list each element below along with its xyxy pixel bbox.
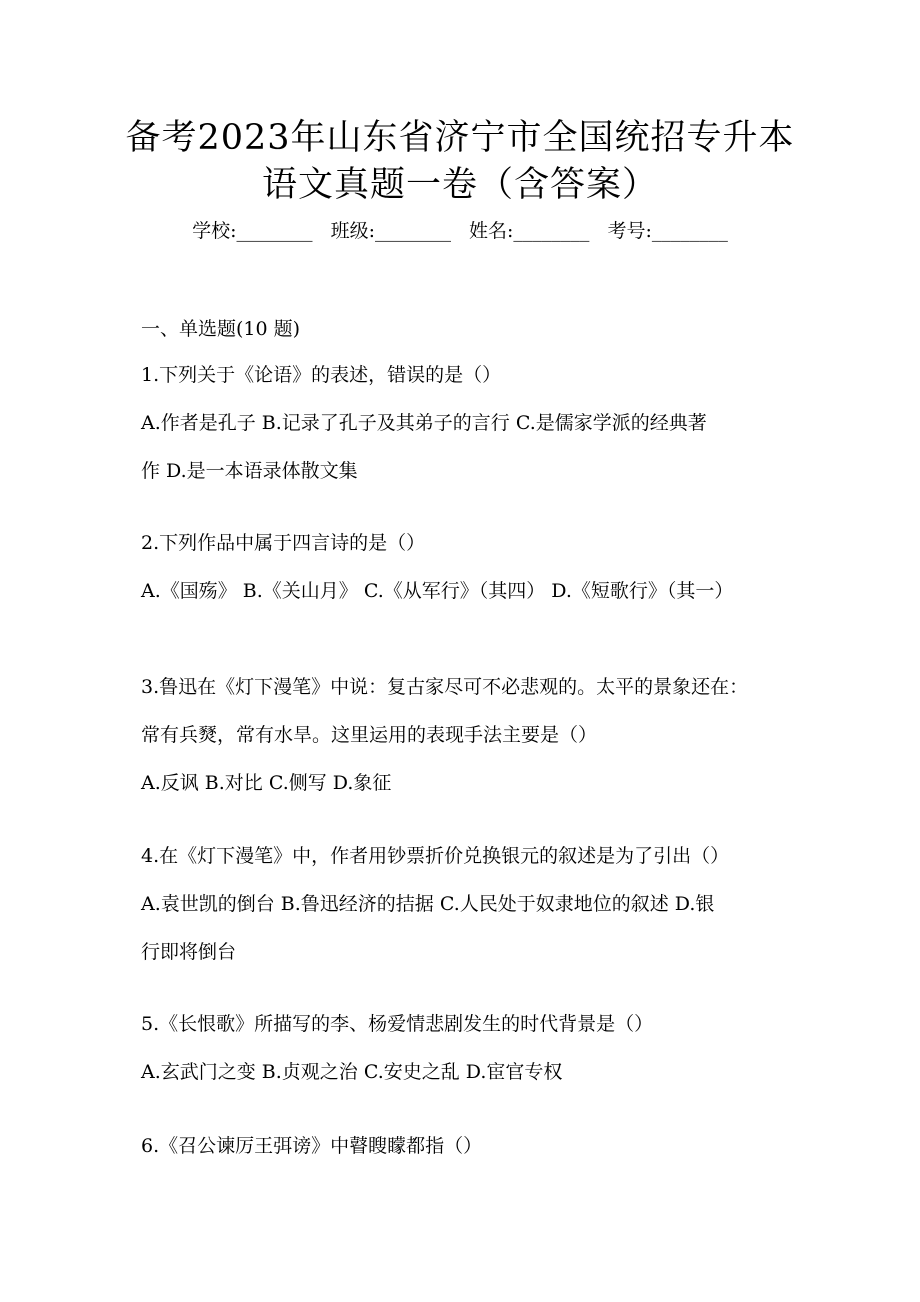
question-1-options-cont: 作 D.是一本语录体散文集: [141, 460, 358, 482]
name-field: 姓名:________: [469, 220, 590, 242]
question-5-stem: 5.《长恨歌》所描写的李、杨爱情悲剧发生的时代背景是（）: [141, 1013, 654, 1035]
school-field: 学校:________: [192, 220, 313, 242]
question-3-stem: 3.鲁迅在《灯下漫笔》中说：复古家尽可不必悲观的。太平的景象还在：: [141, 676, 749, 698]
student-info-row: [0, 218, 920, 244]
question-3-stem-cont: 常有兵燹，常有水旱。这里运用的表现手法主要是（）: [141, 724, 598, 746]
exam-title-line-2: 语文真题一卷（含答案）: [261, 165, 658, 205]
class-field: 班级:________: [330, 220, 451, 242]
question-2-stem: 2.下列作品中属于四言诗的是（）: [141, 532, 426, 554]
question-5-options: A.玄武门之变 B.贞观之治 C.安史之乱 D.宦官专权: [141, 1061, 563, 1083]
question-4-stem: 4.在《灯下漫笔》中，作者用钞票折价兑换银元的叙述是为了引出（）: [141, 845, 730, 867]
exam-number-field: 考号:________: [607, 220, 728, 242]
question-1-options: A.作者是孔子 B.记录了孔子及其弟子的言行 C.是儒家学派的经典著: [141, 412, 707, 434]
exam-title-line-1: 备考2023年山东省济宁市全国统招专升本: [125, 118, 795, 158]
question-4-options-cont: 行即将倒台: [141, 941, 237, 963]
question-6-stem: 6.《召公谏厉王弭谤》中瞽瞍矇都指（）: [141, 1135, 483, 1157]
question-1-stem: 1.下列关于《论语》的表述，错误的是（）: [141, 364, 502, 386]
question-2-options: A.《国殇》 B.《关山月》 C.《从军行》（其四） D.《短歌行》（其一）: [141, 580, 734, 602]
section-heading: 一、单选题(10 题): [141, 318, 301, 340]
question-3-options: A.反讽 B.对比 C.侧写 D.象征: [141, 772, 392, 794]
question-4-options: A.袁世凯的倒台 B.鲁迅经济的拮据 C.人民处于奴隶地位的叙述 D.银: [141, 893, 715, 915]
